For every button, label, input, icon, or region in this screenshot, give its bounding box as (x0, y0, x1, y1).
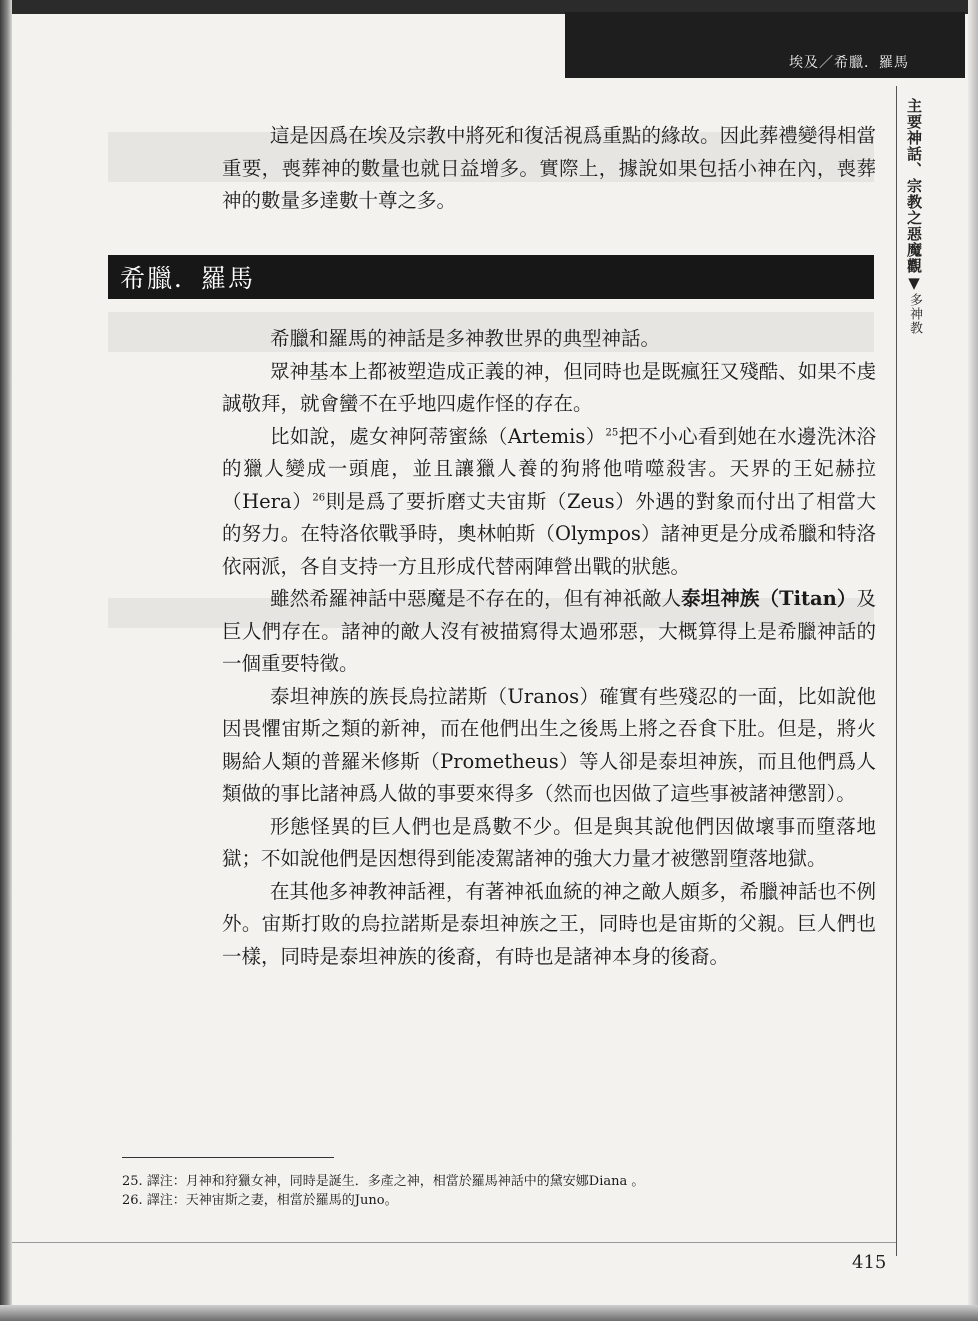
paragraph-4-part-a: 雖然希羅神話中惡魔是不存在的，但有神祇敵人 (270, 587, 682, 610)
paragraph-6: 形態怪異的巨人們也是爲數不少。但是與其說他們因做壞事而墮落地獄；不如說他們是因想得到能凌駕諸神的強大力量才被懲罰墮落地獄。 (222, 814, 876, 870)
paragraph-5: 泰坦神族的族長烏拉諾斯（Uranos）確實有些殘忍的一面，比如說他因畏懼宙斯之類的新神，而在他們出生之後馬上將之吞食下肚。但是，將火賜給人類的普羅米修斯（Prometheus）等人卻是泰坦神族，而且他們爲人類做的事比諸神爲人做的事要來得多（然而也因做了這些事被諸神懲罰）。 (222, 684, 876, 805)
footnote-ref-26: 26 (312, 492, 326, 503)
paragraph-3 (222, 421, 876, 584)
side-chapter-main: 主要神話、宗教之惡魔觀▼ (905, 98, 923, 293)
running-header-title: 埃及／希臘．羅馬 (789, 55, 909, 71)
intro-paragraph: 這是因爲在埃及宗教中將死和復活視爲重點的緣故。因此葬禮變得相當重要，喪葬神的數量也就日益增多。實際上，據說如果包括小神在內，喪葬神的數量多達數十尊之多。 (222, 124, 876, 212)
footnote-25: 25. 譯注：月神和狩獵女神，同時是誕生．多產之神，相當於羅馬神話中的黛安娜Diana 。 (122, 1174, 645, 1189)
paragraph-3-part-b: 把不小心看到她在水邊洗沐浴的獵人變成一頭鹿，並且讓獵人養的狗將他啃噬殺害。天界的王妃赫拉（Hera） (222, 424, 876, 513)
footnote-rule (122, 1157, 334, 1158)
paragraph-1: 希臘和羅馬的神話是多神教世界的典型神話。 (270, 327, 661, 350)
side-chapter-sub: 多神教 (907, 293, 922, 335)
footnote-26: 26. 譯注：天神宙斯之妻，相當於羅馬的Juno。 (122, 1193, 398, 1208)
paragraph-7: 在其他多神教神話裡，有著神祇血統的神之敵人頗多，希臘神話也不例外。宙斯打敗的烏拉諾斯是泰坦神族之王，同時也是宙斯的父親。巨人們也一樣，同時是泰坦神族的後裔，有時也是諸神本身的後裔。 (222, 879, 876, 968)
section-title: 希臘．羅馬 (120, 264, 256, 293)
section-heading (108, 255, 874, 299)
running-header (565, 12, 965, 78)
intro-block (222, 120, 876, 218)
titan-term: 泰坦神族（Titan） (681, 587, 857, 610)
body-text (222, 323, 876, 973)
scan-edge-bottom (0, 1305, 978, 1321)
footnotes (122, 1172, 842, 1210)
paragraph-2: 眾神基本上都被塑造成正義的神，但同時也是既瘋狂又殘酷、如果不虔誠敬拜，就會蠻不在乎地四處作怪的存在。 (222, 359, 876, 415)
side-chapter-label (903, 98, 925, 335)
footnote-ref-25: 25 (605, 427, 619, 438)
paragraph-4-part-b: 及巨人們存在。諸神的敵人沒有被描寫得太過邪惡，大概算得上是希臘神話的一個重要特徵。 (222, 587, 876, 675)
scan-edge-right (968, 0, 978, 1321)
paragraph-3-part-a: 比如說，處女神阿蒂蜜絲（Artemis） (270, 424, 606, 448)
scan-edge-left (0, 0, 12, 1321)
page-number: 415 (852, 1252, 887, 1273)
paragraph-4 (222, 583, 876, 681)
paragraph-3-part-c: 則是爲了要折磨丈夫宙斯（Zeus）外遇的對象而付出了相當大的努力。在特洛依戰爭時，奧林帕斯（Olympos）諸神更是分成希臘和特洛依兩派，各自支持一方且形成代替兩陣營出戰的狀態。 (222, 489, 877, 578)
side-divider (896, 86, 897, 1256)
bottom-rule (12, 1242, 896, 1243)
